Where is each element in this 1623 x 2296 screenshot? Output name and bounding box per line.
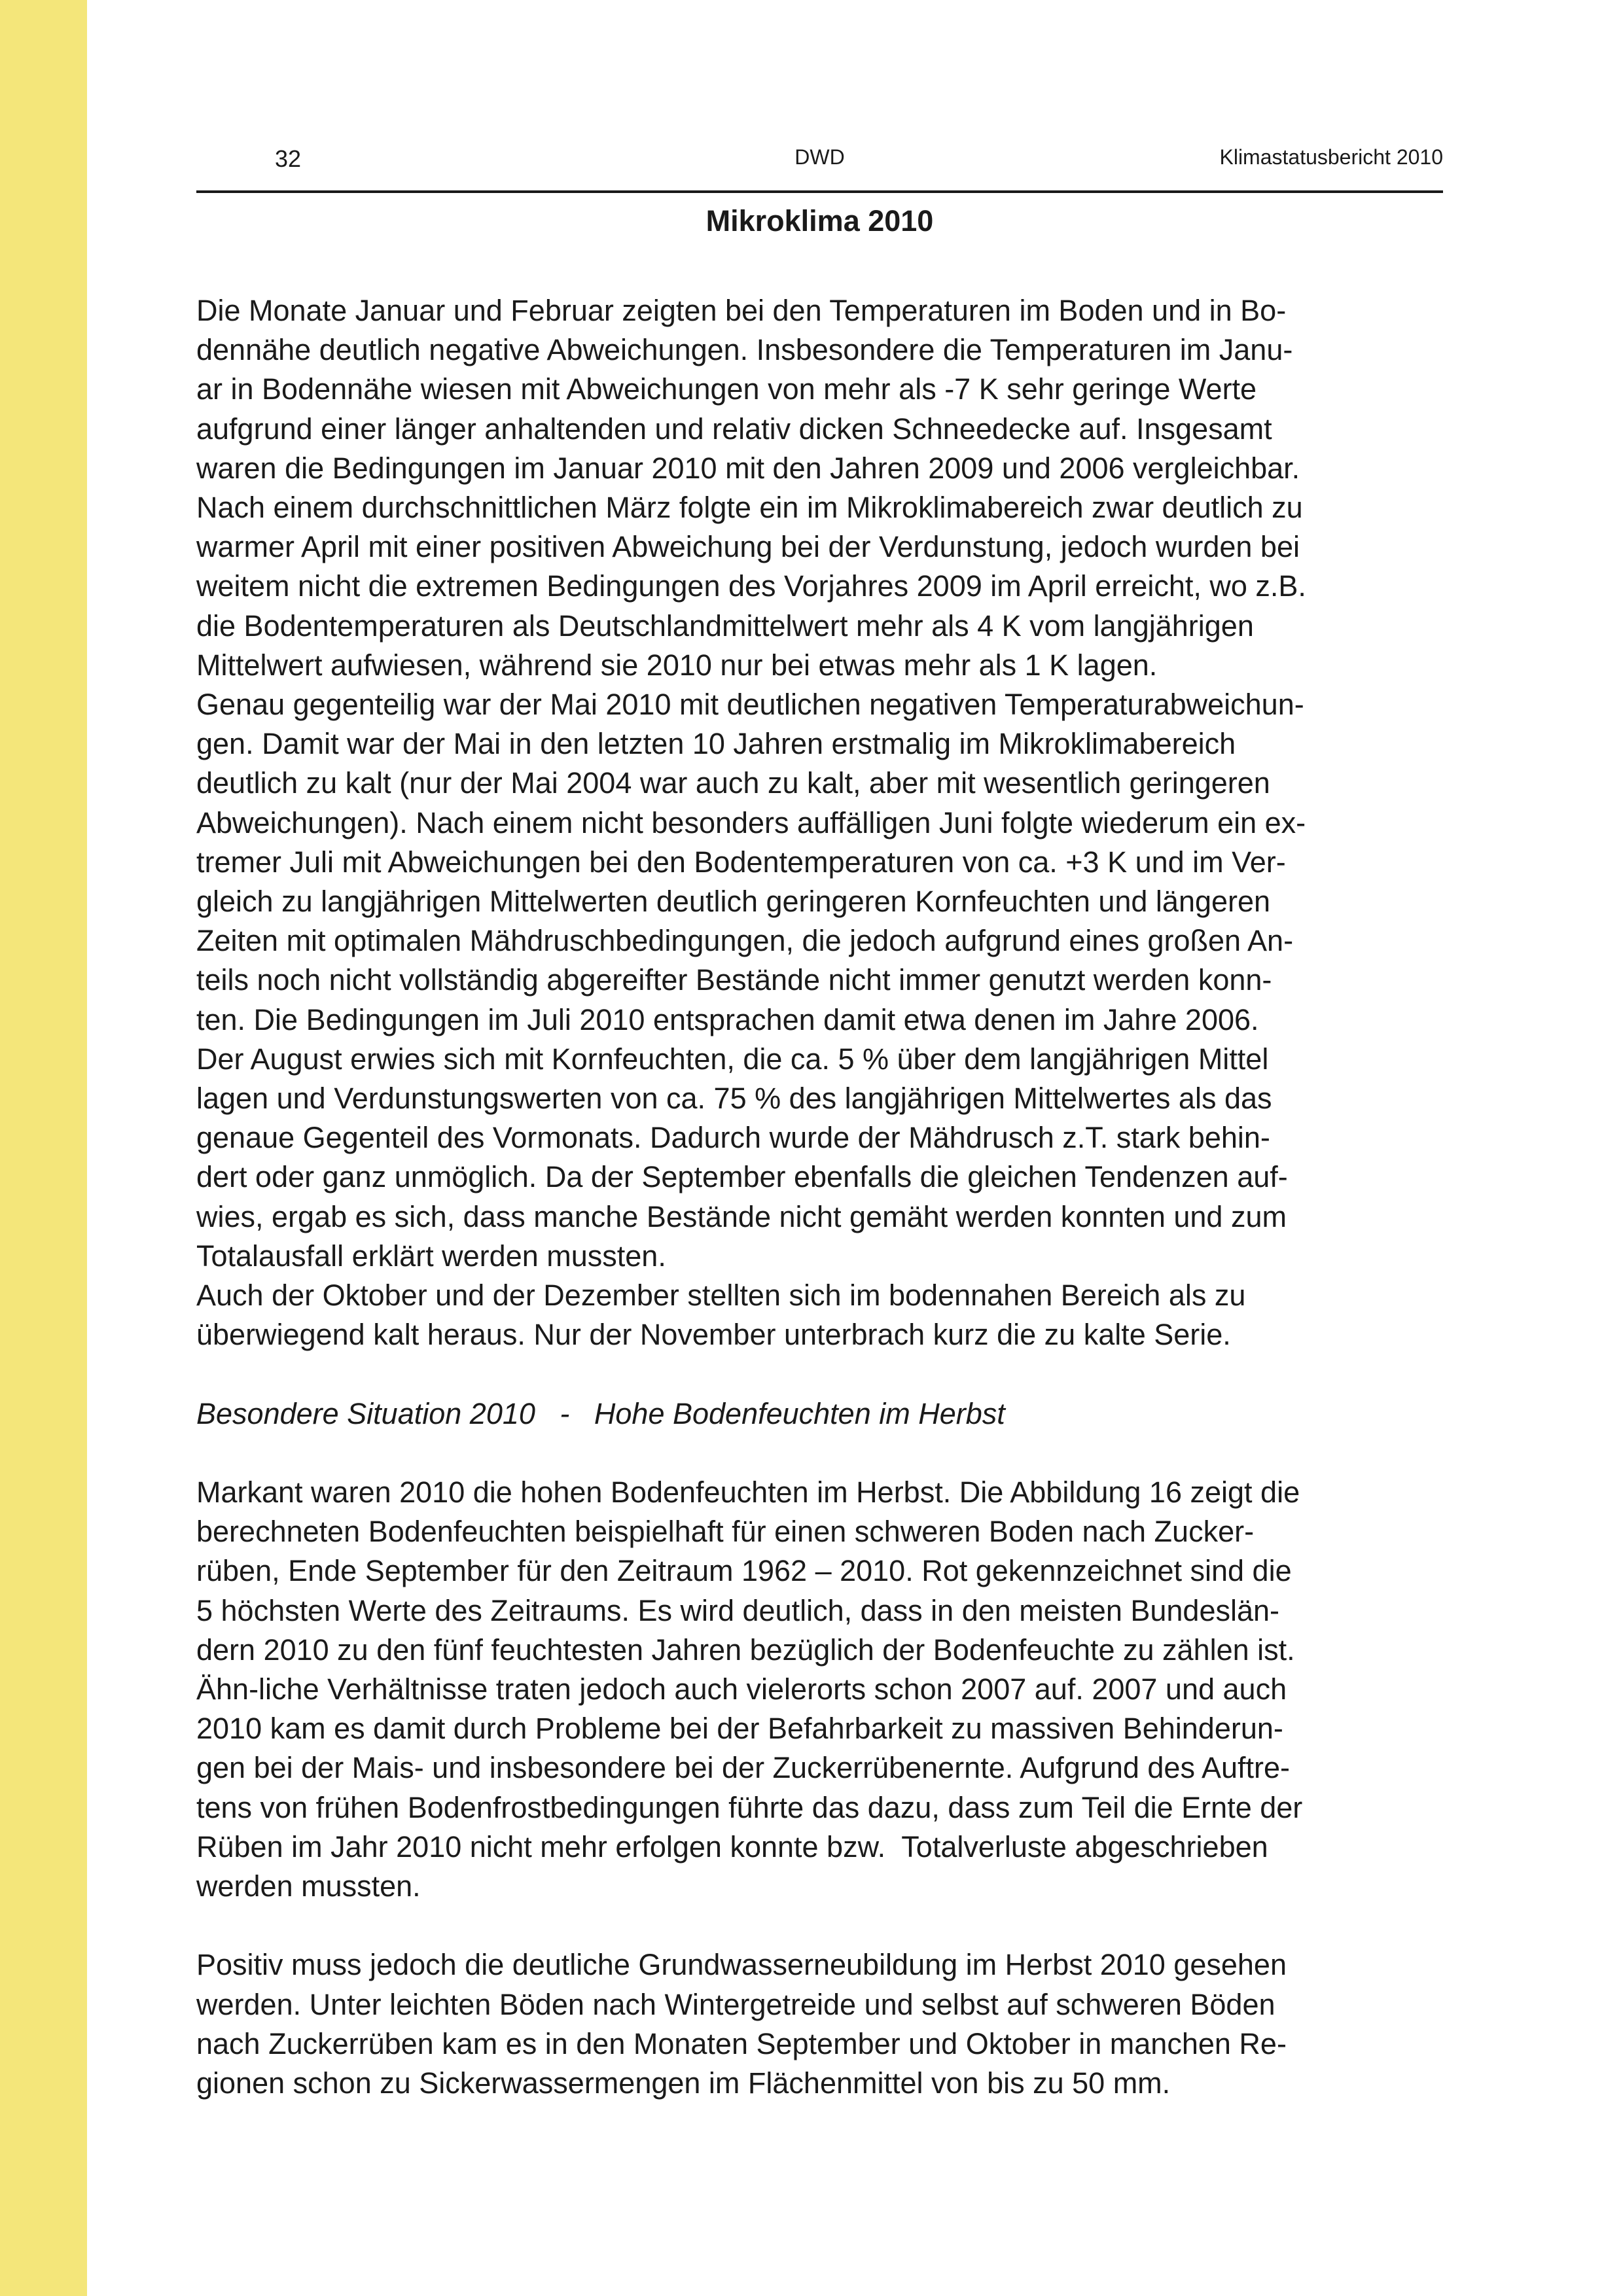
text-line: Positiv muss jedoch die deutliche Grundwasserneubildung im Herbst 2010 gesehen: [196, 1948, 1287, 1982]
text-line: Markant waren 2010 die hohen Bodenfeuchten im Herbst. Die Abbildung 16 zeigt die: [196, 1475, 1300, 1510]
text-line: weitem nicht die extremen Bedingungen des Vorjahres 2009 im April erreicht, wo z.B.: [196, 569, 1306, 603]
text-line: Mittelwert aufwiesen, während sie 2010 nur bei etwas mehr als 1 K lagen.: [196, 648, 1158, 682]
text-line: tens von frühen Bodenfrostbedingungen führte das dazu, dass zum Teil die Ernte der: [196, 1790, 1303, 1824]
text-line: Rüben im Jahr 2010 nicht mehr erfolgen konnte bzw. Totalverluste abgeschrieben: [196, 1829, 1268, 1863]
text-line: überwiegend kalt heraus. Nur der November unterbrach kurz die zu kalte Serie.: [196, 1318, 1231, 1352]
text-line: teils noch nicht vollständig abgereifter Bestände nicht immer genutzt werden konn-: [196, 963, 1272, 997]
text-line: gionen schon zu Sickerwassermengen im Flächenmittel von bis zu 50 mm.: [196, 2066, 1171, 2100]
header-report-title: Klimastatusbericht 2010: [1219, 145, 1443, 169]
text-line: dennähe deutlich negative Abweichungen. Insbesondere die Temperaturen im Janu-: [196, 333, 1293, 367]
text-line: dert oder ganz unmöglich. Da der September ebenfalls die gleichen Tendenzen auf-: [196, 1160, 1288, 1194]
section-soil-moisture: [196, 1473, 1443, 1906]
text-line: werden. Unter leichten Böden nach Wintergetreide und selbst auf schweren Böden: [196, 1987, 1275, 2021]
text-line: 5 höchsten Werte des Zeitraums. Es wird deutlich, dass in den meisten Bundeslän-: [196, 1593, 1280, 1627]
text-line: warmer April mit einer positiven Abweichung bei der Verdunstung, jedoch wurden bei: [196, 530, 1300, 564]
text-line: gleich zu langjährigen Mittelwerten deutlich geringeren Kornfeuchten und längeren: [196, 885, 1271, 919]
text-line: 2010 kam es damit durch Probleme bei der Befahrbarkeit zu massiven Behinderun-: [196, 1712, 1283, 1746]
text-line: lagen und Verdunstungswerten von ca. 75 % des langjährigen Mittelwertes als das: [196, 1082, 1272, 1116]
text-line: Nach einem durchschnittlichen März folgte ein im Mikroklimabereich zwar deutlich zu: [196, 491, 1303, 525]
text-line: gen. Damit war der Mai in den letzten 10 Jahren erstmalig im Mikroklimabereich: [196, 727, 1236, 761]
text-line: deutlich zu kalt (nur der Mai 2004 war auch zu kalt, aber mit wesentlich geringeren: [196, 766, 1270, 800]
text-line: dern 2010 zu den fünf feuchtesten Jahren bezüglich der Bodenfeuchte zu zählen ist.: [196, 1633, 1295, 1667]
text-line: Der August erwies sich mit Kornfeuchten, die ca. 5 % über dem langjährigen Mittel: [196, 1042, 1269, 1076]
text-line: Die Monate Januar und Februar zeigten bei den Temperaturen im Boden und in Bo-: [196, 294, 1287, 327]
text-line: Zeiten mit optimalen Mähdruschbedingungen, die jedoch aufgrund eines großen An-: [196, 924, 1294, 958]
page-header: [196, 145, 1443, 178]
text-line: gen bei der Mais- und insbesondere bei der Zuckerrübenernte. Aufgrund des Auftre-: [196, 1751, 1291, 1785]
text-line: aufgrund einer länger anhaltenden und relativ dicken Schneedecke auf. Insgesamt: [196, 412, 1272, 446]
text-line: rüben, Ende September für den Zeitraum 1962 – 2010. Rot gekennzeichnet sind die: [196, 1554, 1292, 1588]
text-line: tremer Juli mit Abweichungen bei den Bodentemperaturen von ca. +3 K und im Ver-: [196, 845, 1286, 879]
section-microclimate: [196, 291, 1443, 1354]
text-line: genaue Gegenteil des Vormonats. Dadurch wurde der Mähdrusch z.T. stark behin-: [196, 1121, 1270, 1155]
section-groundwater: [196, 1945, 1443, 2103]
text-line: ten. Die Bedingungen im Juli 2010 entsprachen damit etwa denen im Jahre 2006.: [196, 1002, 1259, 1036]
page-number: 32: [275, 145, 302, 172]
subheading: Besondere Situation 2010 - Hohe Bodenfeuchten im Herbst: [196, 1396, 1005, 1430]
paragraph-gap: [196, 1354, 1443, 1394]
text-line: wies, ergab es sich, dass manche Bestände nicht gemäht werden konnten und zum: [196, 1199, 1287, 1233]
side-color-bar: [0, 0, 87, 2296]
header-publisher: DWD: [794, 145, 845, 169]
header-rule: [196, 190, 1443, 193]
page-title: Mikroklima 2010: [705, 204, 934, 238]
text-line: Totalausfall erklärt werden mussten.: [196, 1239, 666, 1273]
paragraph-gap: [196, 1434, 1443, 1473]
text-line: die Bodentemperaturen als Deutschlandmittelwert mehr als 4 K vom langjährigen: [196, 609, 1254, 643]
text-line: nach Zuckerrüben kam es in den Monaten September und Oktober in manchen Re-: [196, 2026, 1287, 2060]
text-line: Ähn-liche Verhältnisse traten jedoch auch vielerorts schon 2007 auf. 2007 und auch: [196, 1672, 1287, 1706]
text-line: Abweichungen). Nach einem nicht besonders auffälligen Juni folgte wiederum ein ex-: [196, 805, 1306, 839]
text-line: berechneten Bodenfeuchten beispielhaft für einen schweren Boden nach Zucker-: [196, 1515, 1255, 1549]
text-line: waren die Bedingungen im Januar 2010 mit den Jahren 2009 und 2006 vergleichbar.: [196, 451, 1300, 485]
paragraph-gap: [196, 1906, 1443, 1945]
text-line: werden mussten.: [196, 1869, 421, 1903]
text-line: Auch der Oktober und der Dezember stellten sich im bodennahen Bereich als zu: [196, 1279, 1246, 1313]
text-line: Genau gegenteilig war der Mai 2010 mit deutlichen negativen Temperaturabweichun-: [196, 688, 1304, 722]
text-line: ar in Bodennähe wiesen mit Abweichungen von mehr als -7 K sehr geringe Werte: [196, 372, 1257, 406]
body-text: [196, 291, 1443, 2103]
